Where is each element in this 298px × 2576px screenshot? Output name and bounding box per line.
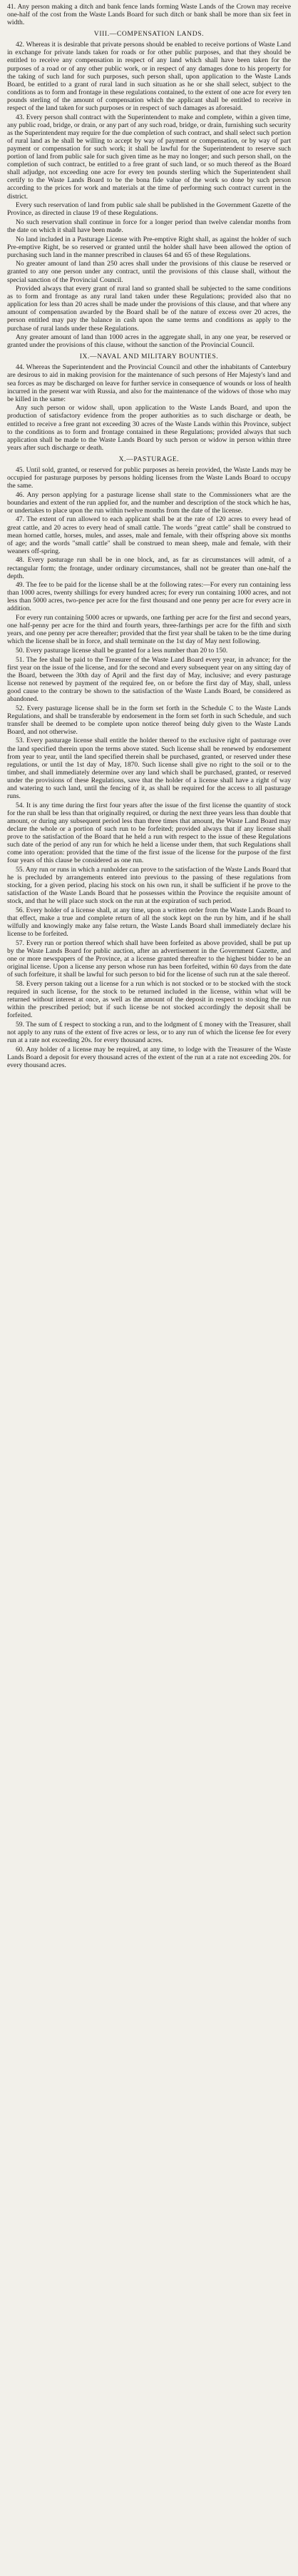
clause-paragraph: No such reservation shall continue in force for a longer period than twelve calendar months from the date on which it shall have been made. bbox=[7, 218, 291, 234]
section-naval-military-bounties bbox=[7, 353, 291, 452]
clause-paragraph: Any greater amount of land than 1000 acres in the aggregate shall, in any one year, be reserved or granted under the provisions of this clause, without the sanction of the Provincial Council. bbox=[7, 333, 291, 350]
clause-paragraph: 52. Every pasturage license shall be in the form set forth in the Schedule C to the Waste Lands Regulations, and shall be transferable by endorsement in the form set forth in such Schedule, and such transfer shall be deemed to be complete upon notice thereof being duly given to the Waste Lands Board, and not otherwise. bbox=[7, 704, 291, 736]
intro-paragraph: 41. Any person making a ditch and bank fence lands forming Waste Lands of the Crown may receive one-half of the cost from the Waste Lands Board for such ditch or bank shall be more than six feet in width. bbox=[7, 3, 291, 27]
clause-paragraph: 51. The fee shall be paid to the Treasurer of the Waste Land Board every year, in advance; for the first year on the issue of the license, and for the second and every subsequent year on any sitting day of the Board, between the 30th day of April and the first day of May, inclusive; and every pasturage license not renewed by payment of the required fee, on or before the first day of May, shall, unless good cause to the contrary be shown to the satisfaction of the Waste Lands Board, be considered as abandoned. bbox=[7, 655, 291, 703]
clause-paragraph: 42. Whereas it is desirable that private persons should be enabled to receive portions of Waste Land in exchange for private lands taken for roads or for other public purposes, and that they should be entitled to receive any compensation in respect of any land which shall have been taken for the purposes of a road or of any other public work, or in respect of any damages done to his property for the taking of such land for such purposes, such person shall, upon application to the Waste Lands Board, be entitled to a grant of rural land in such situation as he or she shall select, subject to the conditions as to form and frontage in these regulations contained, to the extent of one acre for every ten pounds sterling of the amount of compensation which the applicant shall be entitled to receive in respect of the land taken for such purposes or in respect of such damages as aforesaid. bbox=[7, 41, 291, 113]
clause-paragraph: 50. Every pasturage license shall be granted for a less number than 20 to 150. bbox=[16, 646, 228, 655]
clause-paragraph: 43. Every person shall contract with the Superintendent to make and complete, within a given time, any public road, bridge, or drain, or any part of any such road, bridge, or drain, furnishing such security as the Superintendent may require for the due completion of such contract, and shall select such portion of rural land as he shall be willing to accept by way of payment or compensation, or by way of part payment or compensation for such work; it shall be lawful for the Superintendent to reserve such portion of land from public sale for such given time as he may no longer; and such person shall, on the completion of such contract, be entitled to a free grant of such land, or so much thereof as the Board shall adjudge, not exceeding one acre for every ten pounds sterling which the Superintendent shall certify to the Waste Lands Board to be the bona fide value of the work so done by such person according to the prices for work and materials at the time of performing such contract current in the district. bbox=[7, 113, 291, 201]
clause-paragraph: Provided always that every grant of rural land so granted shall be subjected to the same conditions as to form and frontage as any rural land taken under these Regulations; provided also that no application for less than 20 acres shall be made under the provisions of this clause, and that where any amount of compensation awarded by the Board shall be of the nature of excess over 20 acres, the person entitled may pay the balance in cash upon the same terms and conditions as apply to the purchase of rural lands under these Regulations. bbox=[7, 285, 291, 333]
clause-paragraph: 57. Every run or portion thereof which shall have been forfeited as above provided, shall be put up by the Waste Lands Board for public auction, after an advertisement in the Government Gazette, and one or more newspapers of the Province, at a license granted thereafter to the highest bidder to be an original license. Upon a license any person whose run has been forfeited, within 60 days from the date of such forfeiture, it shall be lawful for such person to bid for the license of such run at the sale thereof. bbox=[7, 939, 291, 979]
clause-paragraph: 49. The fee to be paid for the license shall be at the following rates:—For every run containing less than 1000 acres, twenty shillings for every hundred acres; for every run containing 1000 acres, and not less than 5000 acres, two-pence per acre for the first thousand and one penny per acre for every acre in addition. bbox=[7, 581, 291, 613]
section-heading: X.—PASTURAGE. bbox=[118, 455, 180, 463]
clause-paragraph: For every run containing 5000 acres or upwards, one farthing per acre for the first and second years, one half-penny per acre for the third and fourth years, three-farthings per acre for the fifth and sixth years, and one penny per acre thereafter; provided that the first year shall be taken to be the time during which the license shall be in force, and shall terminate on the 1st day of May next following. bbox=[7, 614, 291, 646]
clause-paragraph: 53. Every pasturage license shall entitle the holder thereof to the exclusive right of pasturage over the land specified therein upon the terms above stated. Such license shall be renewed by endorsement from year to year, until the land specified therein shall be purchased, granted, or reserved under these regulations, or until the 1st day of May, 1870. Such license shall give no right to the soil or to the timber, and shall immediately determine over any land which shall be purchased, granted, or reserved under the provisions of these Regulations, save that the holder of a license shall have a right of way and watering to such land, until the fencing of it, as shall be required for the access to all pasturage runs. bbox=[7, 737, 291, 801]
clause-paragraph: 46. Any person applying for a pasturage license shall state to the Commissioners what are the boundaries and extent of the run applied for, and the number and description of the stock which he has, or undertakes to place upon the run within twelve months from the date of the license. bbox=[7, 490, 291, 515]
clause-paragraph: 44. Whereas the Superintendent and the Provincial Council and other the inhabitants of Canterbury are desirous to aid in making provision for the maintenance of such persons of Her Majesty's land and sea forces as may be discharged on leave for further service in consequence of wounds or loss of health incurred in the present war with Russia, and also for the maintenance of the widows of those who may be killed in the same: bbox=[7, 363, 291, 403]
clause-paragraph: 47. The extent of run allowed to each applicant shall be at the rate of 120 acres to every head of great cattle, and 20 acres to every head of small cattle. The words "great cattle" shall be construed to mean horned cattle, horses, mules, and asses, male and female, with their offspring above six months of age; and the words "small cattle" shall be construed to mean sheep, male and female, with their weaners off-spring. bbox=[7, 515, 291, 555]
clause-paragraph: 58. Every person taking out a license for a run which is not stocked or to be stocked with the stock required in such license, for the stock to be returned included in the license, within what will be returned without interest at once, as well as the amount of the deposit in respect to stocking the run within the prescribed period; but if such license be not stocked accordingly the deposit shall be forfeited. bbox=[7, 979, 291, 1020]
clause-paragraph: Any such person or widow shall, upon application to the Waste Lands Board, and upon the production of satisfactory evidence from the proper authorities as to such discharge or death, be entitled to receive a free grant not exceeding 30 acres of the Waste Lands within this Province, subject to the conditions as to form and frontage contained in these Regulations; provided always that such application shall be made to the Waste Lands Board by such person or widow in person within three years after such discharge or death. bbox=[7, 404, 291, 452]
section-heading: IX.—NAVAL AND MILITARY BOUNTIES. bbox=[79, 353, 219, 361]
section-pasturage bbox=[7, 455, 291, 1069]
clause-paragraph: No greater amount of land than 250 acres shall under the provisions of this clause be reserved or granted to any one person under any contract, until the provisions of this clause shall, without the special sanction of the Provincial Council. bbox=[7, 260, 291, 284]
clause-paragraph: 56. Every holder of a license shall, at any time, upon a written order from the Waste Lands Board to that effect, make a true and complete return of all the stock kept on the run by him, and if he shall wilfully and knowingly make any false return, the Waste Lands Board shall immediately declare his license to be forfeited. bbox=[7, 906, 291, 939]
clause-paragraph: 48. Every pasturage run shall be in one block, and, as far as circumstances will admit, of a rectangular form; the frontage, under ordinary circumstances, shall not be greater than one-half the depth. bbox=[7, 556, 291, 580]
clause-paragraph: 45. Until sold, granted, or reserved for public purposes as herein provided, the Waste Lands may be occupied for pasturage purposes by persons holding licenses from the Waste Lands Board to occupy the same. bbox=[7, 465, 291, 490]
section-heading: VIII.—COMPENSATION LANDS. bbox=[93, 30, 205, 39]
clause-paragraph: No land included in a Pasturage License with Pre-emptive Right shall, as against the holder of such Pre-emptive Right, be so reserved or granted until the holder shall have been allowed the option of purchasing such land in the manner prescribed in clauses 64 and 65 of these Regulations. bbox=[7, 235, 291, 259]
clause-paragraph: 59. The sum of ₤ respect to stocking a run, and to the lodgment of ₤ money with the Treasurer, shall not apply to any runs of the extent of five acres or less, or to any run of which the license fee for every run at a rate not exceeding 20s. for every thousand acres. bbox=[7, 1020, 291, 1044]
clause-paragraph: 60. Any holder of a license may be required, at any time, to lodge with the Treasurer of the Waste Lands Board a deposit for every thousand acres of the extent of the run at a rate not exceeding 20s. for every thousand acres. bbox=[7, 1045, 291, 1069]
clause-paragraph: Every such reservation of land from public sale shall be published in the Government Gazette of the Province, as directed in clause 19 of these Regulations. bbox=[7, 201, 291, 218]
clause-paragraph: 55. Any run or runs in which a runholder can prove to the satisfaction of the Waste Lands Board that he is precluded by arrangements entered into previous to the passing of these regulations from stocking, for a given period, placing his stock on his own run, it shall be sufficient if he prove to the satisfaction of the Waste Lands Board that he possesses within the Province the requisite amount of stock, and that he will place such stock on the run at the expiration of such period. bbox=[7, 865, 291, 906]
section-compensation-lands bbox=[7, 30, 291, 349]
clause-paragraph: 54. It is any time during the first four years after the issue of the first license the quantity of stock for the run shall be less than that originally required, or during the next three years less than double that amount, or during any subsequent period less than three times that amount, the Waste Land Board may declare the whole or a portion of such run to be forfeited; provided always that if any license shall prove to the satisfaction of the Board that he held a run with respect to the issue of these Regulations such date of the period of any run for which he held a license under them, that such Regulations shall come into operation: provided that the time of the first issue of the license for the purpose of the first four years of this clause be considered as one run. bbox=[7, 801, 291, 865]
